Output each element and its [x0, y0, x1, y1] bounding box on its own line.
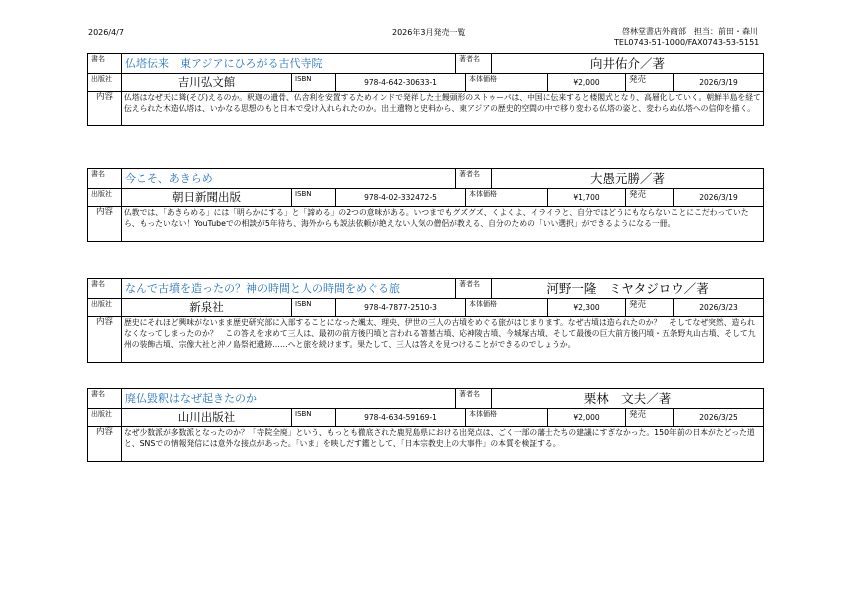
book-author: 河野一隆 ミヤタジロウ／著 [492, 279, 764, 299]
publisher-label: 出版社 [88, 74, 122, 92]
publisher-label: 出版社 [88, 409, 122, 427]
book-entry [87, 168, 763, 242]
price-label: 本体価格 [466, 409, 548, 427]
author-label: 著者名 [456, 169, 492, 189]
price-label: 本体価格 [466, 74, 548, 92]
book-content: 歴史にそれほど興味がないまま歴史研究部に入部することになった颯太、理央、伊世の三人の古墳をめぐる旅がはじまります。なぜ古墳は造られたのか？ そしてなぜ突然、造られなくなってしまったのか？ この答えを求めて三人は、最初の前方後円墳と言われる箸墓古墳、応神陵古墳、今城塚古墳、そして最後の巨大前方後円墳・五条野丸山古墳、そして九州の装飾古墳、宗像大社と沖ノ島祭祀遺跡‥‥‥へと旅を続けます。果たして、三人は答えを見つけることができるのでしょうか。 [122, 317, 764, 363]
title-label: 書名 [88, 389, 122, 409]
content-label: 内容 [88, 92, 122, 126]
book-publisher: 吉川弘文館 [122, 74, 292, 92]
isbn-label: ISBN [292, 74, 336, 92]
release-label: 発売 [626, 74, 674, 92]
book-isbn: 978-4-642-30633-1 [336, 74, 466, 92]
book-content: 仏塔はなぜ天に聳(そび)えるのか。釈迦の遺骨、仏舎利を安置するためインドで発祥した土饅頭形のストゥーパは、中国に伝来すると楼閣式となり、高層化していく。朝鮮半島を経て伝えられた木造仏塔は、いかなる思想のもと日本で受け入れられたのか。出土遺物と史料から、東アジアの歴史的空間の中で移り変わる仏塔の姿と、変わらぬ仏塔への信仰を描く。 [122, 92, 764, 126]
release-label: 発売 [626, 299, 674, 317]
book-release: 2026/3/19 [674, 74, 764, 92]
publisher-label: 出版社 [88, 299, 122, 317]
price-label: 本体価格 [466, 299, 548, 317]
author-label: 著者名 [456, 54, 492, 74]
book-publisher: 朝日新聞出版 [122, 189, 292, 207]
book-title: 仏塔伝来 東アジアにひろがる古代寺院 [122, 54, 456, 74]
book-price: ¥2,300 [548, 299, 626, 317]
book-author: 大愚元勝／著 [492, 169, 764, 189]
book-price: ¥2,000 [548, 409, 626, 427]
isbn-label: ISBN [292, 409, 336, 427]
book-release: 2026/3/25 [674, 409, 764, 427]
book-content: 仏教では、「あきらめる」には「明らかにする」と「諦める」の2つの意味がある。いつまでもグズグズ、くよくよ、イライラと、自分ではどうにもならないことにこだわっていたら、もったいない！YouTubeでの相談が5年待ち、海外からも説法依頼が絶えない人気の僧侶が教える、自分のための「いい選択」ができるようになる一冊。 [122, 207, 764, 242]
header-title: 2026年3月発売一覧 [392, 28, 466, 37]
header-store: 啓林堂書店外商部 担当：前田・森川 [622, 27, 758, 36]
book-price: ¥2,000 [548, 74, 626, 92]
publisher-label: 出版社 [88, 189, 122, 207]
author-label: 著者名 [456, 389, 492, 409]
book-title: 今こそ、あきらめ [122, 169, 456, 189]
book-publisher: 山川出版社 [122, 409, 292, 427]
title-label: 書名 [88, 54, 122, 74]
header-tel: TEL0743-51-1000/FAX0743-53-5151 [614, 38, 760, 47]
book-content: なぜ少数派が多数派となったのか？「寺院全廃」という、もっとも徹底された鹿児島県における出発点は、ごく一部の藩士たちの建議にすぎなかった。150年前の日本がたどった道と、SNSでの情報発信には意外な接点があった。「いま」を映しだす鑑として、「日本宗教史上の大事件」の本質を検証する。 [122, 427, 764, 462]
book-release: 2026/3/19 [674, 189, 764, 207]
book-author: 向井佑介／著 [492, 54, 764, 74]
book-entry [87, 388, 763, 462]
book-isbn: 978-4-634-59169-1 [336, 409, 466, 427]
book-price: ¥1,700 [548, 189, 626, 207]
content-label: 内容 [88, 317, 122, 363]
book-isbn: 978-4-7877-2510-3 [336, 299, 466, 317]
title-label: 書名 [88, 169, 122, 189]
release-label: 発売 [626, 409, 674, 427]
author-label: 著者名 [456, 279, 492, 299]
release-label: 発売 [626, 189, 674, 207]
book-isbn: 978-4-02-332472-5 [336, 189, 466, 207]
book-entry [87, 53, 763, 126]
title-label: 書名 [88, 279, 122, 299]
content-label: 内容 [88, 427, 122, 462]
header-date: 2026/4/7 [88, 28, 124, 37]
book-title: 廃仏毀釈はなぜ起きたのか [122, 389, 456, 409]
book-release: 2026/3/23 [674, 299, 764, 317]
isbn-label: ISBN [292, 189, 336, 207]
book-entry [87, 278, 763, 363]
price-label: 本体価格 [466, 189, 548, 207]
isbn-label: ISBN [292, 299, 336, 317]
content-label: 内容 [88, 207, 122, 242]
book-author: 栗林 文夫／著 [492, 389, 764, 409]
book-title: なんで古墳を造ったの？神の時間と人の時間をめぐる旅 [122, 279, 456, 299]
book-publisher: 新泉社 [122, 299, 292, 317]
